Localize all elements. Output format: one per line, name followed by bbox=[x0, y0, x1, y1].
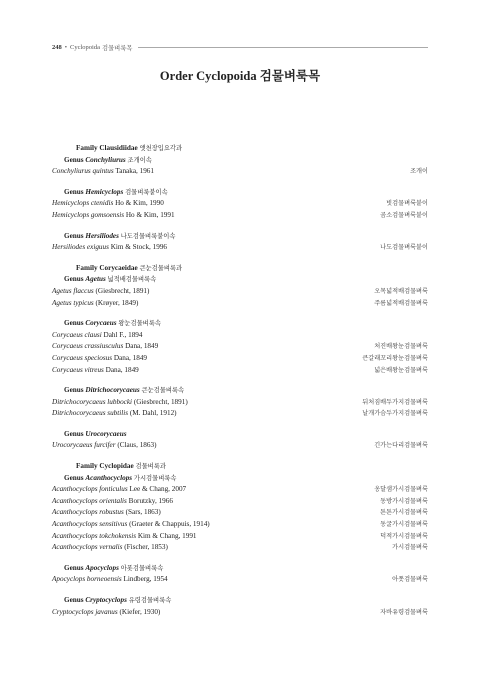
species-entry bbox=[52, 496, 173, 508]
species-name: Hersiliodes exiguus bbox=[52, 243, 109, 252]
species-entry bbox=[52, 286, 149, 298]
genus-name-kr: 조개이속 bbox=[127, 156, 152, 164]
species-name: Corycaeus crassiusculus bbox=[52, 342, 124, 351]
page-title: Order Cyclopoida 검물벼룩목 bbox=[159, 69, 321, 83]
species-name: Acanthocyclops fonticulus bbox=[52, 485, 128, 494]
header-bullet: • bbox=[64, 43, 68, 51]
genus-name-kr: 가시검물벼룩속 bbox=[133, 474, 177, 482]
species-name: Urocorycaeus furcifer bbox=[52, 441, 116, 450]
species-row bbox=[52, 341, 428, 353]
species-name: Conchyliurus quintus bbox=[52, 167, 114, 176]
species-entry bbox=[52, 507, 161, 519]
species-name-kr: 자바유령검물벼룩 bbox=[380, 608, 428, 616]
species-row bbox=[52, 531, 428, 543]
species-author: Dana, 1849 bbox=[105, 365, 139, 374]
species-row bbox=[52, 574, 428, 586]
group-gap bbox=[52, 376, 428, 385]
species-name-kr: 동굴가시검물벼룩 bbox=[380, 521, 428, 529]
species-row bbox=[52, 198, 428, 210]
genus-name: Urocorycaeus bbox=[85, 429, 127, 438]
species-author: Lindberg, 1954 bbox=[123, 575, 168, 584]
species-name-kr: 뒤처짐배두가지검물벼룩 bbox=[362, 398, 428, 406]
species-row bbox=[52, 607, 428, 619]
species-row bbox=[52, 365, 428, 377]
family-heading bbox=[52, 143, 428, 155]
species-author: Dana, 1849 bbox=[113, 353, 148, 362]
genus-heading: Genus Agetus 넓적배검물벼룩속 bbox=[64, 275, 157, 284]
family-heading bbox=[52, 263, 428, 275]
genus-heading: Genus Hemicyclops 검물벼룩붙이속 bbox=[64, 187, 168, 196]
species-row bbox=[52, 542, 428, 554]
species-name-kr: 곰소검물벼룩붙이 bbox=[380, 211, 428, 219]
species-entry bbox=[52, 531, 197, 543]
species-row bbox=[52, 166, 428, 178]
species-name-kr: 나도검물벼룩붙이 bbox=[380, 244, 428, 252]
genus-name: Acanthocyclops bbox=[85, 473, 133, 482]
group-gap bbox=[52, 222, 428, 231]
species-name-kr: 조개이 bbox=[410, 168, 428, 176]
species-author: Kim & Stock, 1996 bbox=[110, 243, 168, 252]
species-row bbox=[52, 519, 428, 531]
group-gap bbox=[52, 254, 428, 263]
species-row bbox=[52, 408, 428, 420]
species-name: Corycaeus clausi bbox=[52, 330, 102, 339]
species-entry bbox=[52, 365, 139, 377]
genus-heading: Genus Apocyclops 아폿검물벼룩속 bbox=[64, 563, 164, 572]
genus-name: Conchyliurus bbox=[85, 155, 126, 164]
genus-name: Hemicyclops bbox=[85, 187, 124, 196]
species-entry bbox=[52, 330, 142, 342]
genus-heading: Genus Ditrichocorycaeus 큰눈검물벼룩속 bbox=[64, 386, 185, 395]
species-name-kr: 오목넓적배검물벼룩 bbox=[374, 287, 428, 295]
genus-name: Apocyclops bbox=[85, 563, 119, 572]
group-gap bbox=[52, 420, 428, 429]
species-name: Cryptocyclops javanus bbox=[52, 607, 118, 616]
genus-name: Hersiliodes bbox=[85, 231, 119, 240]
species-entry bbox=[52, 440, 156, 452]
species-row bbox=[52, 298, 428, 310]
species-name-kr: 아폿검물벼룩 bbox=[392, 576, 428, 584]
species-name-kr: 긴가는다리검물벼룩 bbox=[374, 442, 428, 450]
species-name: Acanthocyclops robustus bbox=[52, 508, 124, 517]
species-name-kr: 가시검물벼룩 bbox=[392, 544, 428, 552]
family-name-kr: 큰눈검물벼룩과 bbox=[139, 264, 183, 272]
species-author: Ho & Kim, 1991 bbox=[125, 210, 175, 219]
species-name: Acanthocyclops vernalis bbox=[52, 543, 123, 552]
genus-name-kr: 아폿검물벼룩속 bbox=[120, 564, 164, 572]
species-author: Ho & Kim, 1990 bbox=[115, 199, 164, 208]
species-entry bbox=[52, 166, 154, 178]
genus-name-kr: 나도검물벼룩붙이속 bbox=[120, 232, 176, 240]
genus-heading: Genus Corycaeus 왕눈검물벼룩속 bbox=[64, 319, 161, 328]
species-author: Borutzky, 1966 bbox=[128, 496, 173, 505]
species-name-kr: 주름넓적배검물벼룩 bbox=[374, 299, 428, 307]
genus-name-kr: 검물벼룩붙이속 bbox=[125, 188, 168, 196]
genus-name-kr: 넓적배검물벼룩속 bbox=[107, 276, 157, 284]
genus-name-kr: 왕눈검물벼룩속 bbox=[118, 320, 161, 328]
species-author: (Giesbrecht, 1891) bbox=[95, 286, 150, 295]
genus-name: Ditrichocorycaeus bbox=[85, 386, 140, 395]
group-gap bbox=[52, 452, 428, 461]
genus-name: Agetus bbox=[85, 275, 106, 284]
species-name-kr: 큰갈래꼬리왕눈검물벼룩 bbox=[362, 354, 428, 362]
species-author: Tanaka, 1961 bbox=[115, 167, 154, 176]
group-gap bbox=[52, 586, 428, 595]
species-row bbox=[52, 440, 428, 452]
group-gap bbox=[52, 554, 428, 563]
species-row bbox=[52, 330, 428, 342]
species-entry bbox=[52, 484, 186, 496]
species-entry bbox=[52, 353, 147, 365]
species-author: Dana, 1849 bbox=[125, 342, 159, 351]
family-name-kr: 앳천장입요각과 bbox=[139, 145, 183, 152]
species-row bbox=[52, 507, 428, 519]
species-row bbox=[52, 242, 428, 254]
species-name: Corycaeus speciosus bbox=[52, 353, 113, 362]
species-author: (Kiefer, 1930) bbox=[119, 607, 161, 616]
genus-heading: Genus Urocorycaeus bbox=[64, 429, 127, 438]
family-name-kr: 검물벼룩과 bbox=[135, 463, 166, 471]
species-name-kr: 넓은배왕눈검물벼룩 bbox=[374, 366, 428, 374]
species-name-kr: 날개가슴두가지검물벼룩 bbox=[362, 410, 428, 418]
species-name: Ditrichocorycaeus lubbocki bbox=[52, 397, 133, 406]
species-name: Acanthocyclops tokchokensis bbox=[52, 531, 137, 540]
species-name-kr: 옹달샘가시검물벼룩 bbox=[374, 486, 428, 494]
species-name: Agetus typicus bbox=[52, 298, 94, 307]
species-author: (M. Dahl, 1912) bbox=[129, 409, 177, 418]
genus-heading: Genus Cryptocyclops 유령검물벼룩속 bbox=[64, 596, 172, 604]
species-name-kr: 처진배왕눈검물벼룩 bbox=[374, 343, 428, 351]
group-gap bbox=[52, 178, 428, 187]
species-entry bbox=[52, 408, 177, 420]
species-entry bbox=[52, 341, 158, 353]
species-name: Acanthocyclops sensitivus bbox=[52, 520, 128, 529]
species-name: Agetus flaccus bbox=[52, 286, 94, 295]
species-row bbox=[52, 353, 428, 365]
species-name: Hemicyclops gomsoensis bbox=[52, 210, 125, 219]
species-entry bbox=[52, 298, 138, 310]
species-name-kr: 튼튼가시검물벼룩 bbox=[380, 509, 428, 517]
species-name-kr: 빗검물벼룩붙이 bbox=[386, 200, 428, 208]
page-number: 248 bbox=[52, 43, 62, 51]
species-entry bbox=[52, 519, 210, 531]
genus-heading: Genus Acanthocyclops 가시검물벼룩속 bbox=[64, 473, 177, 482]
species-entry bbox=[52, 242, 167, 254]
species-entry bbox=[52, 607, 160, 619]
family-name: Family Corycaeidae bbox=[76, 263, 138, 272]
group-gap bbox=[52, 309, 428, 318]
species-row bbox=[52, 496, 428, 508]
species-author: Lee & Chang, 2007 bbox=[129, 485, 187, 494]
genus-name-kr: 큰눈검물벼룩속 bbox=[141, 387, 185, 395]
species-entry bbox=[52, 574, 168, 586]
species-name: Apocyclops borneoensis bbox=[52, 575, 122, 584]
genus-name: Corycaeus bbox=[85, 319, 117, 328]
genus-heading: Genus Hersiliodes 나도검물벼룩붙이속 bbox=[64, 231, 176, 240]
species-author: (Krøyer, 1849) bbox=[95, 298, 139, 307]
species-name: Corycaeus vitreus bbox=[52, 365, 104, 374]
header-rule bbox=[138, 47, 428, 48]
header-section-kr: 검물벼룩목 bbox=[102, 44, 133, 52]
species-author: (Fischer, 1853) bbox=[124, 543, 168, 552]
species-author: Dahl F., 1894 bbox=[103, 330, 143, 339]
species-list bbox=[52, 143, 428, 618]
species-entry bbox=[52, 397, 188, 409]
species-row bbox=[52, 397, 428, 409]
species-row bbox=[52, 484, 428, 496]
genus-heading: Genus Conchyliurus 조개이속 bbox=[64, 155, 152, 164]
genus-name: Cryptocyclops bbox=[85, 596, 127, 604]
species-name: Acanthocyclops orientalis bbox=[52, 496, 127, 505]
species-name: Ditrichocorycaeus subtilis bbox=[52, 409, 129, 418]
species-author: Kim & Chang, 1991 bbox=[137, 531, 197, 540]
species-row bbox=[52, 286, 428, 298]
species-author: (Claus, 1863) bbox=[117, 441, 157, 450]
species-row bbox=[52, 210, 428, 222]
species-name: Hemicyclops ctenidis bbox=[52, 199, 114, 208]
species-author: (Giesbrecht, 1891) bbox=[133, 397, 188, 406]
species-entry bbox=[52, 542, 168, 554]
species-name-kr: 동방가시검물벼룩 bbox=[380, 497, 428, 505]
species-author: (Sars, 1863) bbox=[125, 508, 161, 517]
header-section: Cyclopoida bbox=[70, 43, 100, 51]
species-author: (Graeter & Chappuis, 1914) bbox=[129, 520, 210, 529]
species-entry bbox=[52, 210, 175, 222]
family-name: Family Clausidiidae bbox=[76, 144, 138, 152]
family-heading bbox=[52, 461, 428, 473]
running-header bbox=[52, 41, 428, 53]
species-name-kr: 덕적가시검물벼룩 bbox=[380, 532, 428, 540]
species-entry bbox=[52, 198, 164, 210]
genus-name-kr: 유령검물벼룩속 bbox=[128, 597, 172, 604]
family-name: Family Cyclopidae bbox=[76, 462, 134, 471]
